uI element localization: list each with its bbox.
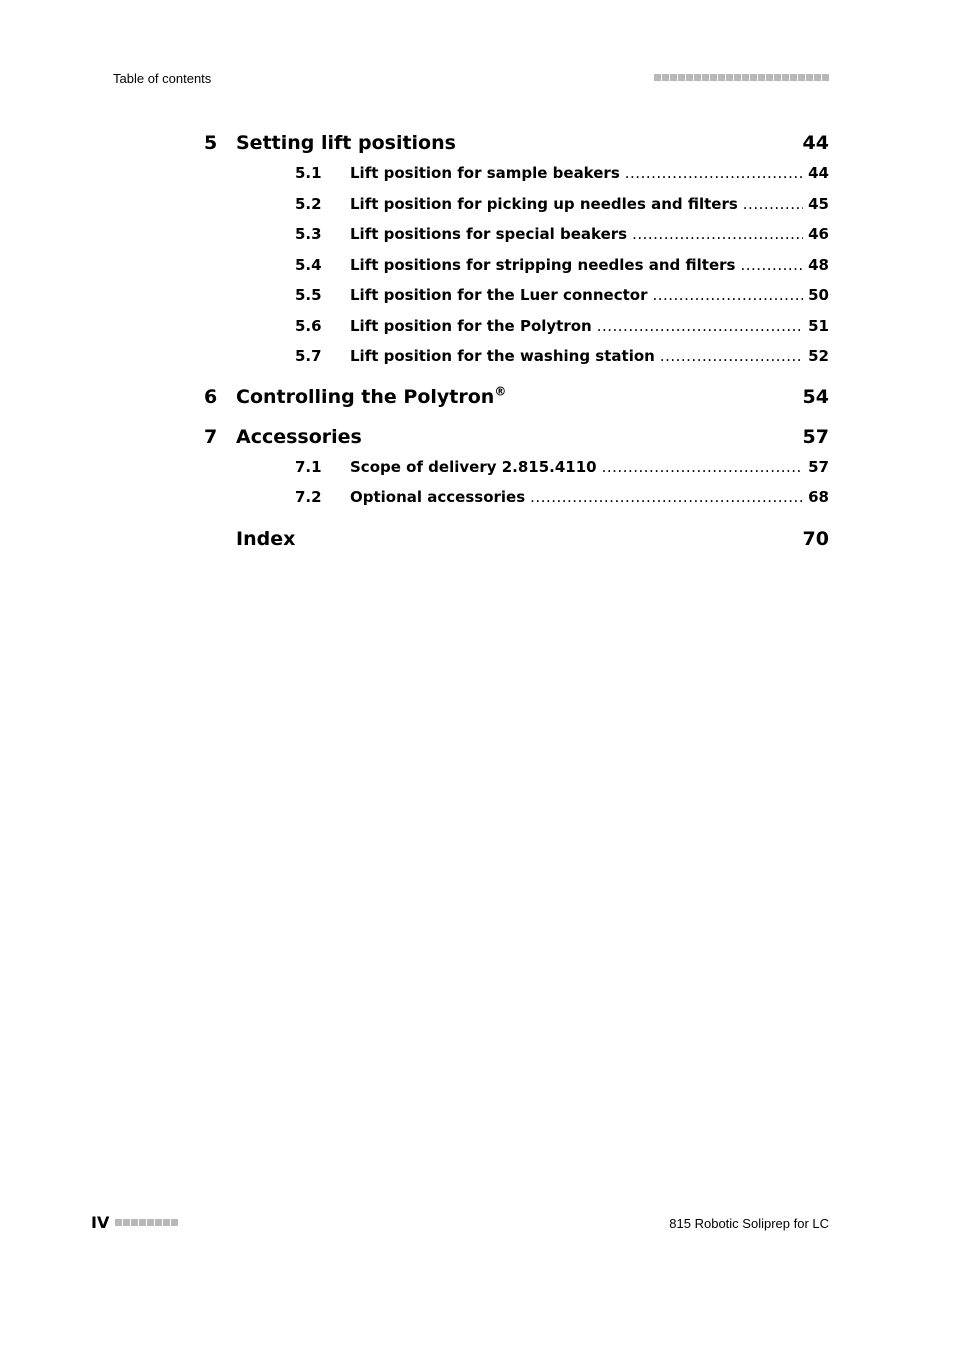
section-number: 5.2 [295, 194, 322, 213]
dot-leader [530, 482, 803, 513]
section-title: Optional accessories [350, 488, 526, 506]
toc-chapter-6[interactable] [204, 382, 829, 412]
section-title: Lift positions for special beakers [350, 225, 628, 243]
dot-leader [743, 189, 803, 220]
section-number: 5.3 [295, 225, 322, 243]
chapter-number: 5 [204, 132, 218, 154]
chapter-title: Accessories [236, 425, 362, 448]
footer-document-title: 815 Robotic Soliprep for LC [669, 1216, 829, 1231]
toc-section-5-3[interactable] [204, 219, 829, 250]
chapter-page: 57 [802, 425, 829, 448]
running-header-title: Table of contents [113, 71, 212, 86]
dot-leader [652, 280, 803, 311]
dot-leader [660, 341, 803, 372]
section-number: 5.5 [295, 286, 322, 304]
registered-trademark-mark: ® [494, 384, 507, 399]
toc-chapter-7[interactable] [204, 422, 829, 452]
footer-page-marker [91, 1213, 178, 1232]
section-number: 5.7 [295, 347, 322, 365]
dot-leader [625, 158, 803, 189]
chapter-page: 54 [802, 385, 829, 408]
section-page: 44 [808, 164, 829, 182]
chapter-number: 6 [204, 385, 218, 408]
index-page: 70 [802, 527, 829, 550]
table-of-contents [204, 128, 829, 554]
section-title: Scope of delivery 2.815.4110 [350, 457, 597, 476]
toc-section-7-2[interactable] [204, 482, 829, 513]
toc-section-5-5[interactable] [204, 280, 829, 311]
toc-section-5-4[interactable] [204, 250, 829, 281]
section-title: Lift position for the Luer connector [350, 286, 648, 304]
section-number: 7.2 [295, 488, 322, 506]
dot-leader [740, 250, 803, 281]
section-title: Lift position for the Polytron [350, 316, 592, 335]
section-page: 52 [808, 347, 829, 365]
page-number: IV [91, 1213, 110, 1232]
chapter-number: 7 [204, 425, 218, 448]
dot-leader [632, 219, 803, 250]
section-number: 7.1 [295, 457, 322, 476]
section-page: 68 [808, 488, 829, 506]
header-decor-squares [654, 74, 829, 81]
toc-section-5-2[interactable] [204, 189, 829, 220]
toc-chapter-5[interactable] [204, 128, 829, 158]
toc-section-5-7[interactable] [204, 341, 829, 372]
section-title: Lift position for the washing station [350, 347, 655, 365]
toc-section-7-1[interactable] [204, 452, 829, 483]
dot-leader [597, 311, 803, 342]
chapter-title: Controlling the Polytron [236, 385, 495, 408]
section-page: 45 [808, 194, 829, 213]
section-number: 5.1 [295, 164, 322, 182]
toc-index[interactable] [204, 524, 829, 554]
section-page: 51 [808, 316, 829, 335]
section-page: 50 [808, 286, 829, 304]
toc-section-5-6[interactable] [204, 311, 829, 342]
section-title: Lift position for picking up needles and filters [350, 194, 738, 213]
footer-decor-squares [115, 1219, 178, 1226]
section-page: 46 [808, 225, 829, 243]
section-title: Lift position for sample beakers [350, 164, 620, 182]
section-page: 48 [808, 255, 829, 274]
section-number: 5.4 [295, 255, 322, 274]
dot-leader [602, 452, 804, 483]
chapter-page: 44 [802, 132, 829, 154]
chapter-title: Setting lift positions [236, 132, 456, 154]
section-title: Lift positions for stripping needles and filters [350, 255, 736, 274]
toc-section-5-1[interactable] [204, 158, 829, 189]
section-page: 57 [808, 457, 829, 476]
index-title: Index [236, 527, 296, 550]
section-number: 5.6 [295, 316, 322, 335]
